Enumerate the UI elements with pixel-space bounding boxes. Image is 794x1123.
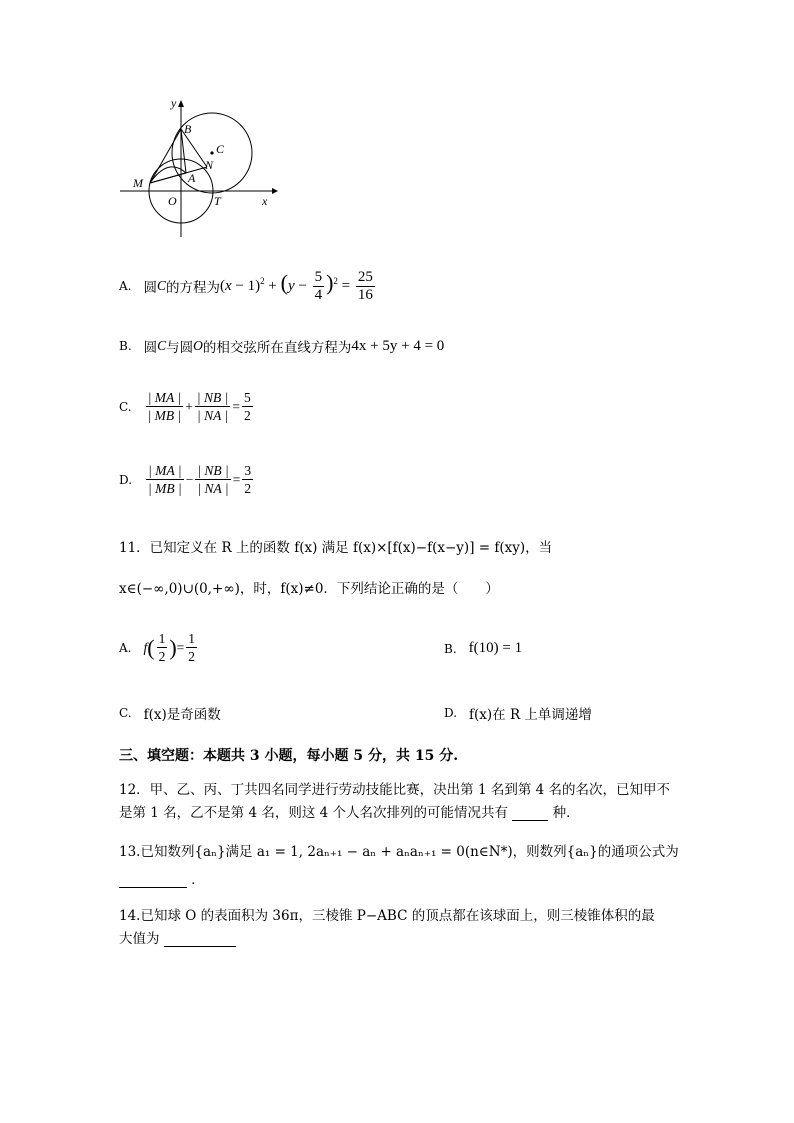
operator: + <box>185 398 193 414</box>
q11-stem-line1: 11．已知定义在 R 上的函数 f(x) 满足 f(x)×[f(x)−f(x−y)] = f(xy)，当 <box>119 540 553 556</box>
q14-line2-text: 大值为 <box>119 931 160 947</box>
answer-blank[interactable] <box>119 871 187 888</box>
label-y: y <box>171 96 177 110</box>
label-b: B <box>184 122 192 136</box>
q10-option-d: D. $\frac{| MA |}{| MB |}$ − $\frac{| NB |}{| NA |}$ = $\frac{3}{2}$ <box>119 463 252 496</box>
option-text: f(10) = 1 <box>468 640 523 656</box>
option-label: C. <box>119 399 132 414</box>
q11-stem-line2: x∈(−∞,0)∪(0,+∞)，时，f(x)≠0．下列结论正确的是（ ） <box>119 581 499 597</box>
option-text-mid: 的方程为 <box>166 280 220 296</box>
option-text-mid2: 的相交弦所在直线方程为 <box>202 340 352 356</box>
q14-line1: 14.已知球 O 的表面积为 36π，三棱锥 P−ABC 的顶点都在该球面上，则三棱锥体积的最 <box>119 908 655 924</box>
option-label: D. <box>444 706 458 720</box>
option-label: B. <box>444 641 457 656</box>
q11-option-c <box>119 703 221 723</box>
q12-line2-text: 是第 1 名，乙不是第 4 名，则这 4 个人名次排列的可能情况共有 <box>119 805 509 821</box>
var-c: C <box>157 338 167 353</box>
option-label: A. <box>119 640 132 655</box>
option-text-mid1: 与圆 <box>166 340 194 356</box>
option-label: A. <box>119 279 132 293</box>
label-c: C <box>216 142 225 156</box>
option-text: f(x)是奇函数 <box>143 707 221 723</box>
q11-option-b <box>444 640 522 657</box>
q10-option-c: C. $\frac{| MA |}{| MB |}$ + $\frac{| NB |}{| NA |}$ = $\frac{5}{2}$ <box>119 390 251 423</box>
q13-line2 <box>119 868 205 888</box>
label-a: A <box>188 171 196 185</box>
line-mb <box>150 129 181 183</box>
label-x: x <box>262 194 268 208</box>
q13-line2-suffix: ． <box>191 872 205 888</box>
geometry-figure <box>110 95 285 245</box>
answer-blank[interactable] <box>164 932 236 947</box>
option-label: C. <box>119 706 132 720</box>
point-c <box>210 151 213 154</box>
equation: 4x + 5y + 4 = 0 <box>351 337 445 354</box>
line-mn <box>150 167 207 183</box>
option-label: D. <box>119 472 133 487</box>
q13-line1: 13.已知数列{aₙ}满足 a₁ = 1, 2aₙ₊₁ − aₙ + aₙaₙ₊₁ = 0(n∈N*)，则数列{aₙ}的通项公式为 <box>119 844 679 860</box>
label-n: N <box>205 158 214 172</box>
section-title: 三、填空题：本题共 3 小题，每小题 5 分，共 15 分. <box>119 748 459 764</box>
option-text: f(x)在 R 上单调递增 <box>469 707 592 723</box>
var-c: C <box>156 278 166 293</box>
option-label: B. <box>119 339 132 353</box>
q12-line2-suffix: 种． <box>552 805 580 821</box>
q14-line2 <box>119 927 236 947</box>
option-text-prefix: 圆 <box>143 340 158 356</box>
answer-blank[interactable] <box>512 806 548 821</box>
label-m: M <box>133 176 143 190</box>
operator: − <box>185 471 194 487</box>
q10-option-a <box>119 266 377 306</box>
label-o: O <box>168 194 177 208</box>
function-f: f <box>143 639 148 655</box>
q10-option-b <box>119 336 444 356</box>
option-text-prefix: 圆 <box>143 280 157 296</box>
q11-option-a: A. f ( $\frac{1}{2}$ ) = $\frac{1}{2}$ <box>119 631 196 664</box>
x-axis-arrow <box>272 188 278 194</box>
equation: $(x - 1)^2 + (y$ − $\frac{5}{4}$ )$^2$ = $\frac{25}{16}$ <box>220 268 373 303</box>
q12-line1: 12．甲、乙、丙、丁共四名同学进行劳动技能比赛，决出第 1 名到第 4 名的名次，已知甲不 <box>119 782 671 798</box>
y-axis-arrow <box>178 100 184 107</box>
q12-line2 <box>119 801 580 821</box>
var-o: O <box>193 338 203 353</box>
label-t: T <box>214 194 221 208</box>
q11-option-d <box>444 703 592 723</box>
